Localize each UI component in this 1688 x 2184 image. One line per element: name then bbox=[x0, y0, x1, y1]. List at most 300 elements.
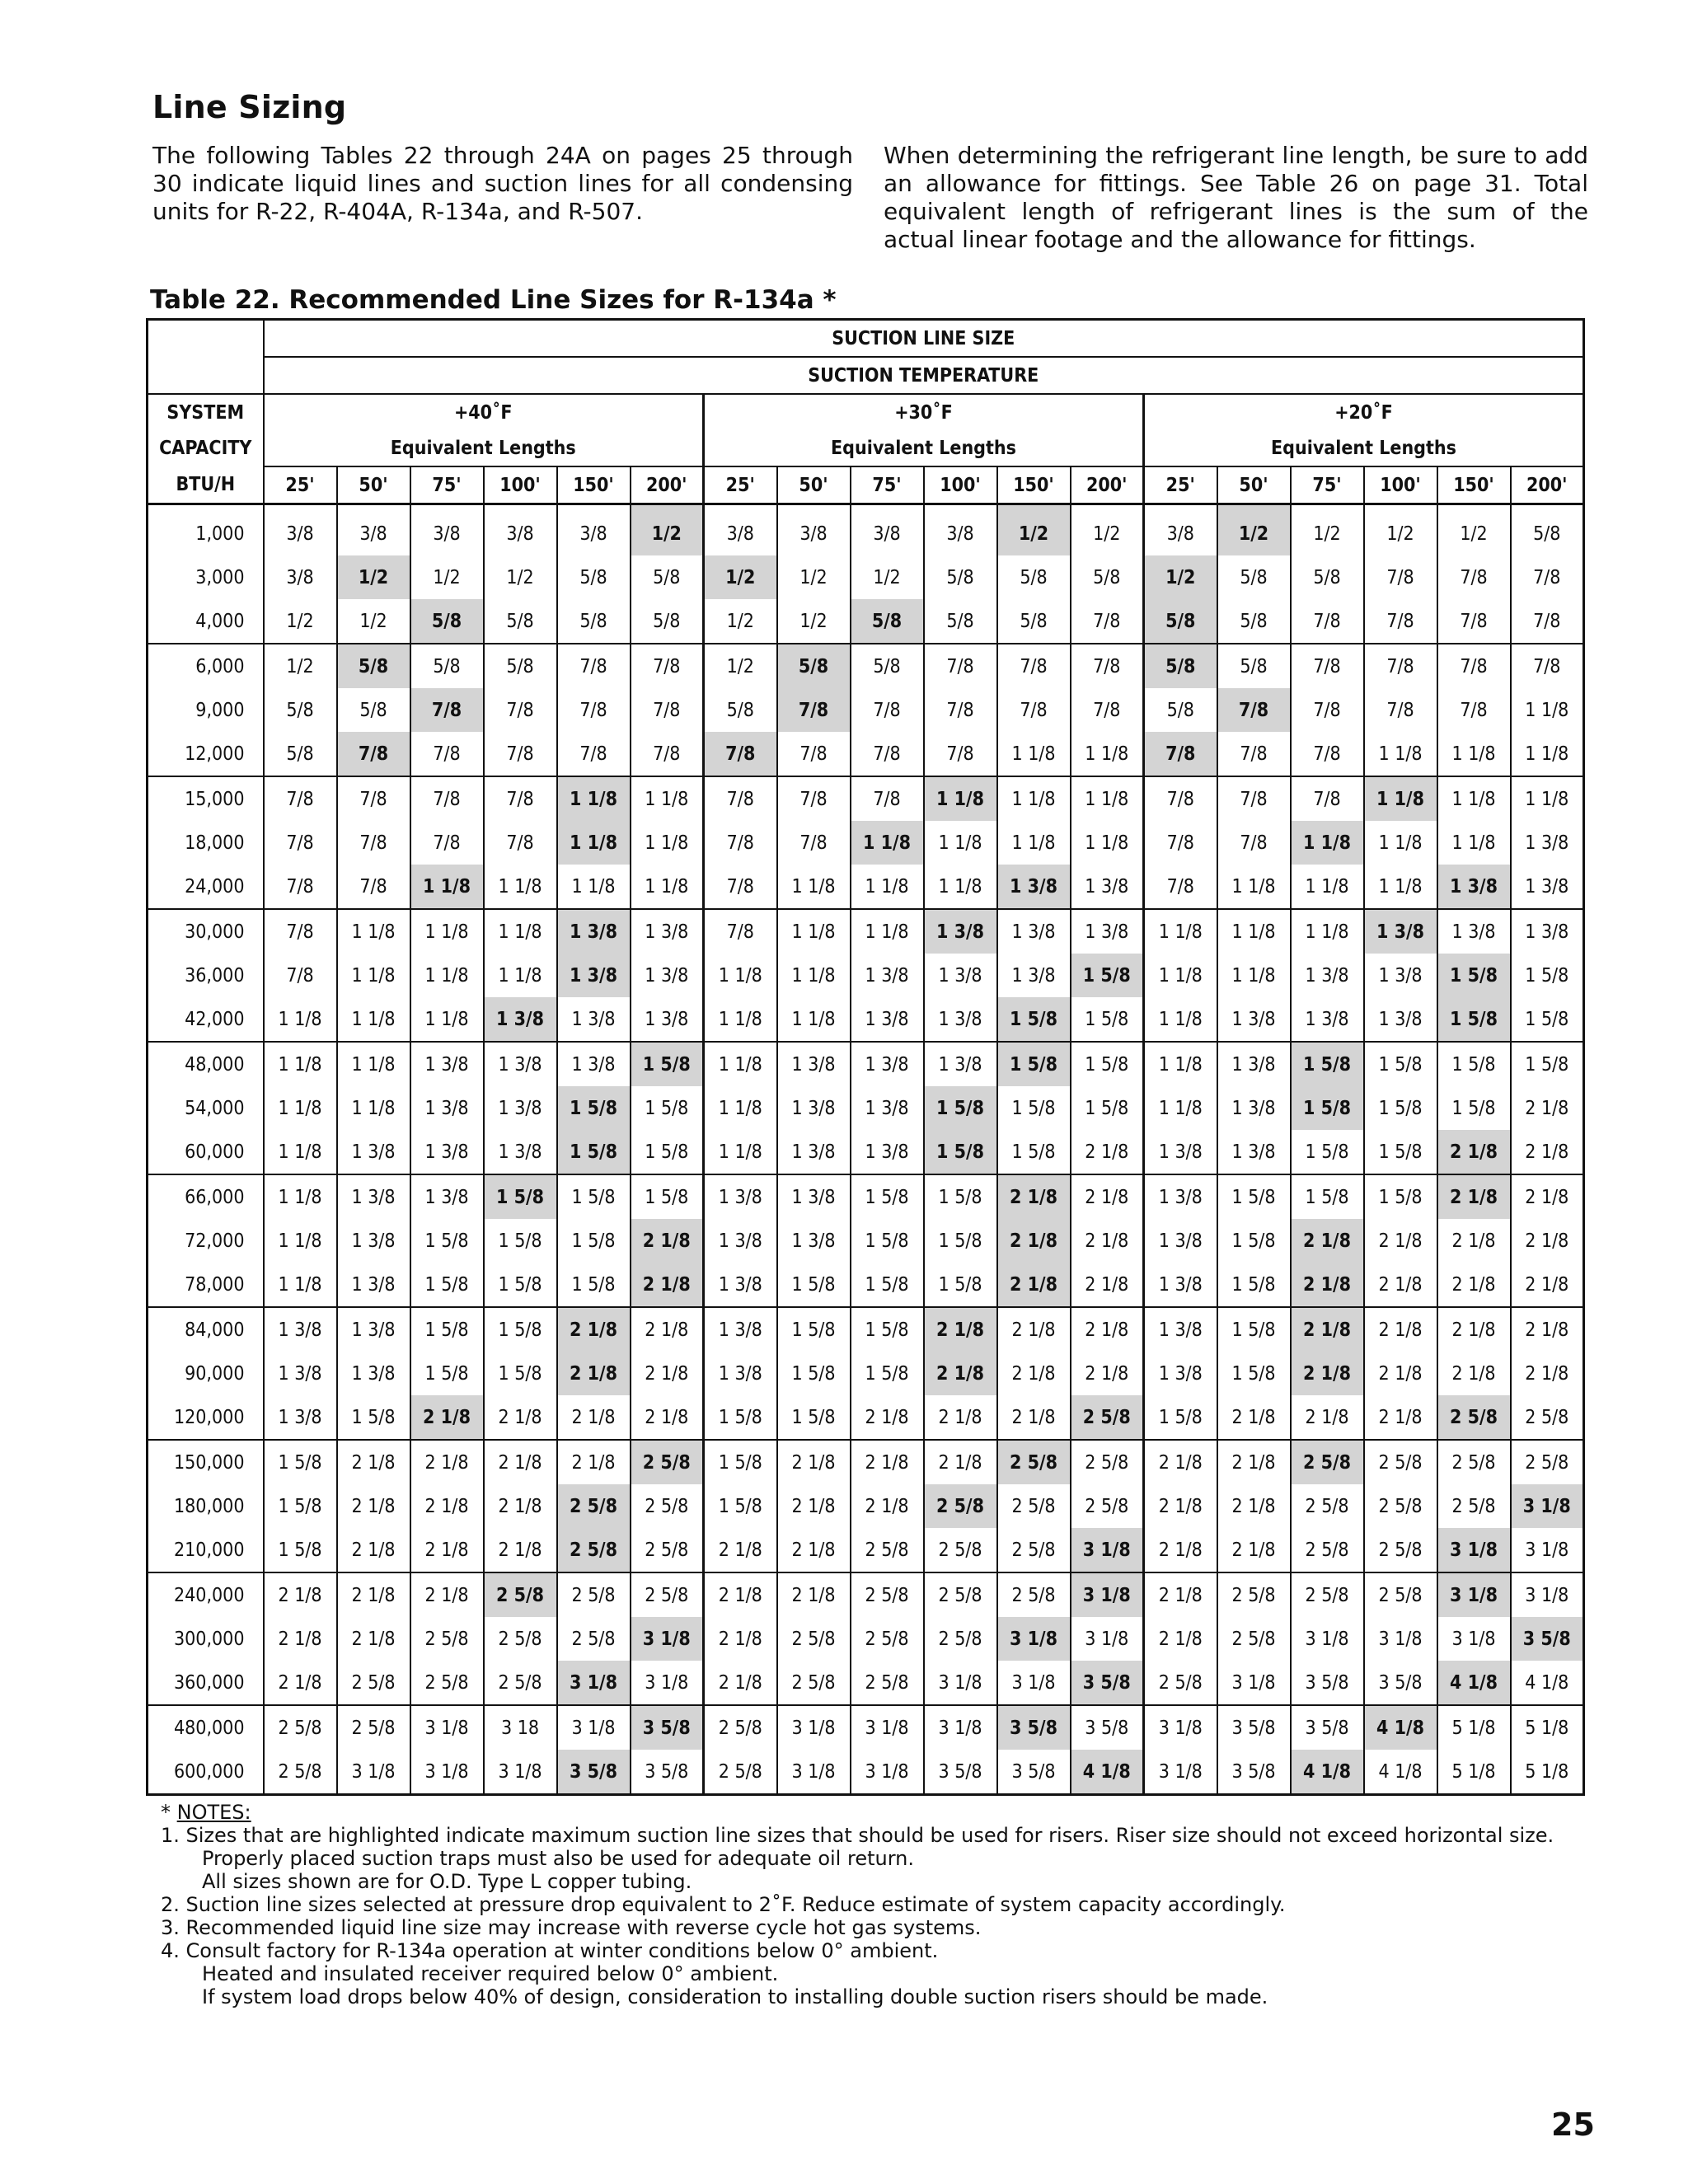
line-size-cell: 3 1/8 bbox=[631, 1661, 704, 1705]
line-size-cell: 1 1/8 bbox=[484, 909, 557, 954]
line-size-cell: 7/8 bbox=[1364, 555, 1437, 599]
table-title: Table 22. Recommended Line Sizes for R-134a * bbox=[150, 285, 837, 315]
line-size-cell-highlighted: 1/2 bbox=[1217, 504, 1291, 556]
line-size-cell-highlighted: 3 1/8 bbox=[1511, 1484, 1584, 1528]
line-size-cell: 2 5/8 bbox=[484, 1661, 557, 1705]
line-size-cell: 2 1/8 bbox=[1511, 1086, 1584, 1130]
capacity-cell: 54,000 bbox=[185, 1097, 245, 1119]
line-size-cell: 3/8 bbox=[557, 504, 631, 556]
line-size-cell: 2 1/8 bbox=[704, 1528, 777, 1572]
line-size-cell: 1 5/8 bbox=[851, 1263, 924, 1307]
line-size-cell: 2 1/8 bbox=[1071, 1263, 1144, 1307]
line-size-cell-highlighted: 3 1/8 bbox=[1437, 1572, 1511, 1617]
capacity-cell: 12,000 bbox=[148, 732, 264, 776]
line-size-cell: 2 5/8 bbox=[1217, 1617, 1291, 1661]
line-size-cell: 7/8 bbox=[851, 732, 924, 776]
line-size-cell: 2 5/8 bbox=[1291, 1484, 1364, 1528]
line-size-cell: 1 5/8 bbox=[410, 1352, 484, 1395]
line-size-cell: 2 1/8 bbox=[1437, 1352, 1511, 1395]
line-size-cell: 1 3/8 bbox=[557, 997, 631, 1042]
line-size-cell: 5/8 bbox=[924, 555, 997, 599]
table-row bbox=[148, 555, 1584, 599]
line-size-cell: 1 1/8 bbox=[704, 1130, 777, 1174]
line-size-cell: 1/2 bbox=[264, 644, 337, 688]
line-size-cell: 7/8 bbox=[1071, 644, 1144, 688]
line-size-cell: 7/8 bbox=[1291, 688, 1364, 732]
line-size-cell-highlighted: 3 5/8 bbox=[631, 1705, 704, 1750]
line-size-cell: 1 5/8 bbox=[851, 1352, 924, 1395]
line-size-cell: 2 5/8 bbox=[1437, 1484, 1511, 1528]
line-size-cell: 1 3/8 bbox=[1364, 997, 1437, 1042]
line-size-cell: 1/2 bbox=[777, 599, 851, 644]
line-size-cell: 5/8 bbox=[1144, 688, 1217, 732]
capacity-cell: 4,000 bbox=[148, 599, 264, 644]
line-size-cell: 5/8 bbox=[1217, 555, 1291, 599]
line-size-cell: 1 3/8 bbox=[1217, 1086, 1291, 1130]
line-size-cell: 1 1/8 bbox=[484, 954, 557, 997]
line-size-cell: 1 3/8 bbox=[484, 1130, 557, 1174]
line-size-cell: 2 5/8 bbox=[1364, 1528, 1437, 1572]
line-size-cell: 1 5/8 bbox=[1364, 1086, 1437, 1130]
line-size-cell-highlighted: 2 1/8 bbox=[997, 1174, 1071, 1219]
capacity-cell: 18,000 bbox=[185, 832, 245, 854]
line-size-cell-highlighted: 1 1/8 bbox=[410, 865, 484, 909]
line-size-cell: 3/8 bbox=[777, 504, 851, 556]
line-size-cell: 1 1/8 bbox=[1144, 997, 1217, 1042]
line-size-cell: 2 5/8 bbox=[1144, 1661, 1217, 1705]
line-size-cell: 1 1/8 bbox=[997, 732, 1071, 776]
line-size-cell-highlighted: 5/8 bbox=[851, 599, 924, 644]
line-size-cell: 2 1/8 bbox=[1511, 1307, 1584, 1352]
line-size-cell: 5/8 bbox=[264, 732, 337, 776]
line-size-cell-highlighted: 1/2 bbox=[1144, 555, 1217, 599]
line-size-cell: 2 1/8 bbox=[1437, 1263, 1511, 1307]
line-size-cell: 2 1/8 bbox=[631, 1395, 704, 1440]
line-size-cell: 7/8 bbox=[264, 776, 337, 821]
capacity-cell: 30,000 bbox=[185, 921, 245, 943]
line-size-cell: 1 1/8 bbox=[337, 1042, 410, 1086]
table-row bbox=[148, 1528, 1584, 1572]
line-size-cell: 1 1/8 bbox=[997, 776, 1071, 821]
line-size-cell: 1 3/8 bbox=[851, 997, 924, 1042]
line-size-cell: 1 5/8 bbox=[777, 1263, 851, 1307]
line-size-cell: 7/8 bbox=[264, 865, 337, 909]
line-size-cell: 2 1/8 bbox=[704, 1572, 777, 1617]
line-size-cell: 1/2 bbox=[1437, 504, 1511, 556]
line-size-cell: 2 5/8 bbox=[1364, 1572, 1437, 1617]
line-size-cell: 1 3/8 bbox=[1291, 997, 1364, 1042]
line-size-cell: 2 1/8 bbox=[631, 1307, 704, 1352]
line-size-cell: 1 1/8 bbox=[1144, 954, 1217, 997]
line-size-cell: 2 1/8 bbox=[1071, 1307, 1144, 1352]
table-row bbox=[148, 954, 1584, 997]
line-size-cell: 1 1/8 bbox=[337, 1086, 410, 1130]
line-size-cell-highlighted: 1 5/8 bbox=[1291, 1086, 1364, 1130]
line-size-cell-highlighted: 7/8 bbox=[337, 732, 410, 776]
line-size-cell: 2 5/8 bbox=[410, 1617, 484, 1661]
line-size-cell: 2 1/8 bbox=[924, 1395, 997, 1440]
line-size-cell: 2 1/8 bbox=[777, 1572, 851, 1617]
line-size-cell: 3 1/8 bbox=[1437, 1617, 1511, 1661]
line-size-cell: 2 5/8 bbox=[1511, 1440, 1584, 1484]
line-size-cell: 7/8 bbox=[704, 821, 777, 865]
line-size-cell: 3 18 bbox=[484, 1705, 557, 1750]
line-size-cell: 5/8 bbox=[997, 599, 1071, 644]
line-size-cell: 4 1/8 bbox=[1511, 1661, 1584, 1705]
line-size-cell: 5/8 bbox=[851, 644, 924, 688]
line-size-cell-highlighted: 1 1/8 bbox=[1291, 821, 1364, 865]
line-size-cell-highlighted: 2 5/8 bbox=[631, 1440, 704, 1484]
line-size-cell: 2 5/8 bbox=[1071, 1484, 1144, 1528]
line-size-cell: 2 5/8 bbox=[704, 1750, 777, 1795]
table-row bbox=[148, 1705, 1584, 1750]
line-size-cell: 2 1/8 bbox=[1071, 1219, 1144, 1263]
line-size-cell: 2 1/8 bbox=[337, 1572, 410, 1617]
line-size-cell: 7/8 bbox=[410, 821, 484, 865]
line-size-cell-highlighted: 2 1/8 bbox=[1291, 1263, 1364, 1307]
line-size-cell: 7/8 bbox=[337, 865, 410, 909]
line-size-cell: 5/8 bbox=[484, 644, 557, 688]
line-size-cell: 7/8 bbox=[1217, 776, 1291, 821]
line-size-cell: 3 5/8 bbox=[1291, 1705, 1364, 1750]
line-size-cell: 1 5/8 bbox=[1364, 1130, 1437, 1174]
line-size-cell: 1 3/8 bbox=[1217, 997, 1291, 1042]
line-size-cell: 1 1/8 bbox=[1437, 732, 1511, 776]
note-line: 4. Consult factory for R-134a operation at winter conditions below 0° ambient. bbox=[161, 1939, 939, 1962]
line-size-cell: 7/8 bbox=[484, 732, 557, 776]
line-size-cell-highlighted: 1 5/8 bbox=[1437, 954, 1511, 997]
line-size-cell: 5/8 bbox=[484, 599, 557, 644]
line-size-cell: 2 5/8 bbox=[1217, 1572, 1291, 1617]
line-size-cell-highlighted: 3 5/8 bbox=[1511, 1617, 1584, 1661]
line-size-cell: 1 3/8 bbox=[1511, 909, 1584, 954]
capacity-cell: 15,000 bbox=[185, 788, 245, 810]
line-size-cell: 7/8 bbox=[924, 732, 997, 776]
note-line: Properly placed suction traps must also be used for adequate oil return. bbox=[202, 1847, 914, 1870]
line-size-cell: 2 1/8 bbox=[1144, 1440, 1217, 1484]
table-row bbox=[148, 504, 1584, 556]
line-size-cell: 1 1/8 bbox=[410, 997, 484, 1042]
length-header: 50' bbox=[1217, 466, 1291, 504]
line-size-cell: 1 3/8 bbox=[484, 1042, 557, 1086]
line-size-cell-highlighted: 1 5/8 bbox=[997, 1042, 1071, 1086]
line-size-cell: 2 5/8 bbox=[704, 1705, 777, 1750]
line-size-cell: 3 1/8 bbox=[1217, 1661, 1291, 1705]
line-size-cell: 2 1/8 bbox=[997, 1307, 1071, 1352]
length-header: 25' bbox=[704, 466, 777, 504]
line-size-cell: 3 1/8 bbox=[1291, 1617, 1364, 1661]
line-size-cell: 3 1/8 bbox=[851, 1750, 924, 1795]
line-size-cell: 1 3/8 bbox=[851, 1042, 924, 1086]
line-size-cell: 5/8 bbox=[631, 599, 704, 644]
line-size-cell: 1 1/8 bbox=[704, 1086, 777, 1130]
line-size-cell: 2 1/8 bbox=[484, 1395, 557, 1440]
line-size-cell: 1/2 bbox=[704, 644, 777, 688]
line-size-cell: 3 1/8 bbox=[924, 1661, 997, 1705]
length-header: 50' bbox=[777, 466, 851, 504]
line-size-cell: 7/8 bbox=[1511, 644, 1584, 688]
line-size-cell: 7/8 bbox=[1071, 688, 1144, 732]
table-row bbox=[148, 821, 1584, 865]
line-size-cell: 2 1/8 bbox=[484, 1440, 557, 1484]
line-size-cell: 1 3/8 bbox=[264, 1352, 337, 1395]
line-size-cell: 1 5/8 bbox=[1511, 997, 1584, 1042]
line-size-cell: 2 1/8 bbox=[1071, 1174, 1144, 1219]
note-line: 3. Recommended liquid line size may increase with reverse cycle hot gas systems. bbox=[161, 1916, 982, 1939]
note-line: 2. Suction line sizes selected at pressure drop equivalent to 2˚F. Reduce estimate of system capacity accordingly. bbox=[161, 1893, 1286, 1916]
line-size-cell: 1 1/8 bbox=[924, 821, 997, 865]
line-size-cell: 7/8 bbox=[410, 732, 484, 776]
line-size-cell: 5 1/8 bbox=[1511, 1750, 1584, 1795]
capacity-cell: 150,000 bbox=[173, 1451, 245, 1474]
line-size-cell: 1 1/8 bbox=[484, 865, 557, 909]
line-size-cell: 2 1/8 bbox=[924, 1440, 997, 1484]
line-size-cell: 2 1/8 bbox=[1144, 1617, 1217, 1661]
line-size-cell: 1 1/8 bbox=[777, 909, 851, 954]
line-size-cell-highlighted: 1/2 bbox=[704, 555, 777, 599]
line-size-cell: 3 5/8 bbox=[997, 1750, 1071, 1795]
line-size-cell: 3 1/8 bbox=[1144, 1705, 1217, 1750]
line-size-cell: 1 3/8 bbox=[704, 1352, 777, 1395]
line-size-cell: 2 1/8 bbox=[264, 1661, 337, 1705]
line-size-cell-highlighted: 7/8 bbox=[704, 732, 777, 776]
line-size-cell: 2 5/8 bbox=[410, 1661, 484, 1705]
capacity-cell: 78,000 bbox=[148, 1263, 264, 1307]
line-size-cell: 3 5/8 bbox=[1291, 1661, 1364, 1705]
line-size-cell: 3/8 bbox=[264, 504, 337, 556]
line-size-cell: 2 5/8 bbox=[997, 1572, 1071, 1617]
line-size-cell-highlighted: 2 5/8 bbox=[484, 1572, 557, 1617]
line-size-cell: 2 1/8 bbox=[704, 1617, 777, 1661]
line-size-cell: 1 1/8 bbox=[1071, 732, 1144, 776]
line-size-cell: 2 1/8 bbox=[557, 1395, 631, 1440]
line-size-cell: 1 5/8 bbox=[704, 1440, 777, 1484]
line-size-cell: 2 1/8 bbox=[1364, 1263, 1437, 1307]
line-size-cell: 1 5/8 bbox=[264, 1528, 337, 1572]
capacity-cell: 360,000 bbox=[148, 1661, 264, 1705]
line-size-cell-highlighted: 2 1/8 bbox=[631, 1219, 704, 1263]
line-size-cell: 1 3/8 bbox=[851, 1086, 924, 1130]
line-size-cell: 2 5/8 bbox=[997, 1484, 1071, 1528]
line-size-cell-highlighted: 1 5/8 bbox=[924, 1130, 997, 1174]
line-size-cell: 3 1/8 bbox=[410, 1750, 484, 1795]
line-size-cell: 2 5/8 bbox=[631, 1572, 704, 1617]
line-size-cell-highlighted: 2 5/8 bbox=[557, 1484, 631, 1528]
line-size-cell: 1 3/8 bbox=[631, 954, 704, 997]
line-size-cell-highlighted: 2 5/8 bbox=[1437, 1395, 1511, 1440]
line-size-cell: 5/8 bbox=[1511, 504, 1584, 556]
line-size-cell: 2 5/8 bbox=[557, 1572, 631, 1617]
line-size-cell-highlighted: 1 5/8 bbox=[557, 1130, 631, 1174]
line-size-cell: 3 5/8 bbox=[1217, 1750, 1291, 1795]
line-size-cell: 7/8 bbox=[1071, 599, 1144, 644]
table-row bbox=[148, 997, 1584, 1042]
line-size-cell: 7/8 bbox=[1291, 732, 1364, 776]
line-size-cell: 3/8 bbox=[851, 504, 924, 556]
line-size-cell: 2 1/8 bbox=[337, 1440, 410, 1484]
table-row bbox=[148, 865, 1584, 909]
line-size-cell: 1 5/8 bbox=[1291, 1130, 1364, 1174]
line-size-cell: 7/8 bbox=[704, 865, 777, 909]
line-size-cell: 5 1/8 bbox=[1437, 1705, 1511, 1750]
line-size-cell: 2 1/8 bbox=[264, 1572, 337, 1617]
line-size-cell-highlighted: 1 5/8 bbox=[1437, 997, 1511, 1042]
suction-line-size-header: SUCTION LINE SIZE bbox=[264, 320, 1584, 358]
line-size-cell: 7/8 bbox=[264, 954, 337, 997]
line-size-cell-highlighted: 7/8 bbox=[1144, 732, 1217, 776]
line-size-cell: 2 5/8 bbox=[924, 1572, 997, 1617]
line-size-cell: 2 1/8 bbox=[410, 1528, 484, 1572]
line-size-cell: 3/8 bbox=[704, 504, 777, 556]
line-size-cell: 2 1/8 bbox=[1511, 1352, 1584, 1395]
line-size-cell: 2 5/8 bbox=[851, 1528, 924, 1572]
length-header: 75' bbox=[1291, 466, 1364, 504]
line-size-cell: 3 1/8 bbox=[1071, 1617, 1144, 1661]
line-size-cell: 2 5/8 bbox=[1437, 1440, 1511, 1484]
line-size-cell: 3/8 bbox=[337, 504, 410, 556]
line-size-cell-highlighted: 1 1/8 bbox=[1364, 776, 1437, 821]
line-size-cell: 1 1/8 bbox=[337, 954, 410, 997]
line-size-cell-highlighted: 4 1/8 bbox=[1071, 1750, 1144, 1795]
line-size-cell: 1 3/8 bbox=[631, 997, 704, 1042]
line-size-cell-highlighted: 2 1/8 bbox=[557, 1307, 631, 1352]
capacity-cell: 600,000 bbox=[173, 1760, 245, 1783]
line-size-cell-highlighted: 1 5/8 bbox=[1291, 1042, 1364, 1086]
line-size-cell: 1/2 bbox=[410, 555, 484, 599]
line-size-cell: 1 3/8 bbox=[997, 954, 1071, 997]
line-size-cell: 2 1/8 bbox=[777, 1484, 851, 1528]
line-size-cell: 5/8 bbox=[924, 599, 997, 644]
line-size-cell: 1 1/8 bbox=[924, 865, 997, 909]
line-size-cell: 2 5/8 bbox=[924, 1528, 997, 1572]
line-size-cell: 2 1/8 bbox=[1364, 1307, 1437, 1352]
line-size-cell: 1 3/8 bbox=[1144, 1219, 1217, 1263]
line-size-cell: 7/8 bbox=[1291, 644, 1364, 688]
table-row bbox=[148, 1130, 1584, 1174]
line-size-cell: 1 5/8 bbox=[631, 1086, 704, 1130]
line-size-cell: 7/8 bbox=[484, 821, 557, 865]
line-size-cell: 2 5/8 bbox=[924, 1617, 997, 1661]
line-size-cell: 3 1/8 bbox=[1511, 1572, 1584, 1617]
line-size-cell: 7/8 bbox=[337, 821, 410, 865]
line-size-cell: 1 1/8 bbox=[704, 1042, 777, 1086]
line-size-cell: 2 5/8 bbox=[851, 1661, 924, 1705]
line-size-cell: 7/8 bbox=[924, 688, 997, 732]
line-size-cell: 1 3/8 bbox=[410, 1042, 484, 1086]
line-size-cell: 1 1/8 bbox=[1217, 865, 1291, 909]
line-size-cell: 1 3/8 bbox=[337, 1219, 410, 1263]
line-size-cell: 1 1/8 bbox=[264, 1263, 337, 1307]
line-size-cell: 1 1/8 bbox=[777, 954, 851, 997]
line-size-cell: 7/8 bbox=[1511, 555, 1584, 599]
line-size-cell: 7/8 bbox=[1511, 599, 1584, 644]
line-size-cell: 1 3/8 bbox=[557, 1042, 631, 1086]
line-size-cell: 1 5/8 bbox=[851, 1307, 924, 1352]
line-size-cell: 1 5/8 bbox=[410, 1263, 484, 1307]
line-size-cell-highlighted: 1 1/8 bbox=[557, 821, 631, 865]
suction-temperature-header: SUCTION TEMPERATURE bbox=[264, 357, 1584, 394]
line-size-cell: 7/8 bbox=[1437, 555, 1511, 599]
length-header: 25' bbox=[1144, 466, 1217, 504]
line-size-cell-highlighted: 7/8 bbox=[1217, 688, 1291, 732]
line-size-cell: 1 1/8 bbox=[1437, 776, 1511, 821]
line-size-cell: 1/2 bbox=[1364, 504, 1437, 556]
line-size-cell: 2 5/8 bbox=[337, 1661, 410, 1705]
line-size-cell: 3 5/8 bbox=[631, 1750, 704, 1795]
line-size-cell: 3 1/8 bbox=[777, 1705, 851, 1750]
line-size-cell: 1 3/8 bbox=[337, 1263, 410, 1307]
line-size-cell-highlighted: 7/8 bbox=[410, 688, 484, 732]
table-row bbox=[148, 1042, 1584, 1086]
page-number: 25 bbox=[1551, 2107, 1595, 2143]
line-size-cell: 7/8 bbox=[1217, 821, 1291, 865]
line-size-cell: 1 1/8 bbox=[1291, 865, 1364, 909]
table-row bbox=[148, 1174, 1584, 1219]
line-size-cell-highlighted: 2 5/8 bbox=[924, 1484, 997, 1528]
line-size-cell-highlighted: 1 5/8 bbox=[484, 1174, 557, 1219]
line-size-cell: 2 1/8 bbox=[410, 1440, 484, 1484]
line-size-cell: 5/8 bbox=[1217, 644, 1291, 688]
line-size-cell: 1 3/8 bbox=[484, 1086, 557, 1130]
line-size-cell: 3 5/8 bbox=[1071, 1705, 1144, 1750]
line-size-cell: 1 3/8 bbox=[631, 909, 704, 954]
line-size-cell-highlighted: 1 3/8 bbox=[557, 954, 631, 997]
line-size-cell: 2 1/8 bbox=[1364, 1352, 1437, 1395]
line-size-cell: 1/2 bbox=[484, 555, 557, 599]
line-size-cell: 7/8 bbox=[1144, 776, 1217, 821]
line-size-cell-highlighted: 3 5/8 bbox=[557, 1750, 631, 1795]
line-size-cell: 1 3/8 bbox=[337, 1352, 410, 1395]
line-size-cell-highlighted: 1 5/8 bbox=[557, 1086, 631, 1130]
line-size-cell: 7/8 bbox=[1144, 865, 1217, 909]
line-size-cell: 1 3/8 bbox=[924, 954, 997, 997]
line-size-cell: 1 3/8 bbox=[264, 1395, 337, 1440]
capacity-cell: 210,000 bbox=[148, 1528, 264, 1572]
line-size-cell: 1/2 bbox=[337, 599, 410, 644]
line-size-cell: 1 3/8 bbox=[851, 1130, 924, 1174]
line-size-cell: 1 3/8 bbox=[337, 1174, 410, 1219]
line-size-cell: 2 1/8 bbox=[337, 1528, 410, 1572]
line-size-cell: 1 5/8 bbox=[1217, 1352, 1291, 1395]
line-size-cell: 1 5/8 bbox=[1071, 1086, 1144, 1130]
table-row bbox=[148, 1307, 1584, 1352]
line-size-cell: 1 1/8 bbox=[704, 997, 777, 1042]
length-header: 200' bbox=[1511, 466, 1584, 504]
line-size-cell: 2 1/8 bbox=[704, 1661, 777, 1705]
line-size-cell: 2 1/8 bbox=[1217, 1395, 1291, 1440]
capacity-cell: 48,000 bbox=[185, 1053, 245, 1076]
line-size-cell: 1 1/8 bbox=[264, 1086, 337, 1130]
line-size-cell: 7/8 bbox=[777, 776, 851, 821]
line-size-cell: 2 5/8 bbox=[777, 1661, 851, 1705]
line-size-cell: 1 5/8 bbox=[1217, 1219, 1291, 1263]
line-size-cell-highlighted: 1 3/8 bbox=[484, 997, 557, 1042]
line-size-cell-highlighted: 4 1/8 bbox=[1291, 1750, 1364, 1795]
line-size-cell: 1 1/8 bbox=[1217, 954, 1291, 997]
line-size-cell: 7/8 bbox=[851, 688, 924, 732]
line-size-cell: 1 3/8 bbox=[264, 1307, 337, 1352]
line-size-cell-highlighted: 5/8 bbox=[777, 644, 851, 688]
table-row bbox=[148, 1750, 1584, 1795]
line-size-cell: 7/8 bbox=[1217, 732, 1291, 776]
line-size-cell: 1 3/8 bbox=[337, 1130, 410, 1174]
line-size-cell-highlighted: 3 5/8 bbox=[1071, 1661, 1144, 1705]
line-size-cell-highlighted: 2 5/8 bbox=[1071, 1395, 1144, 1440]
line-size-cell: 4 1/8 bbox=[1364, 1750, 1437, 1795]
line-size-cell-highlighted: 3 1/8 bbox=[631, 1617, 704, 1661]
line-size-cell: 2 1/8 bbox=[1511, 1174, 1584, 1219]
line-size-cell-highlighted: 7/8 bbox=[777, 688, 851, 732]
